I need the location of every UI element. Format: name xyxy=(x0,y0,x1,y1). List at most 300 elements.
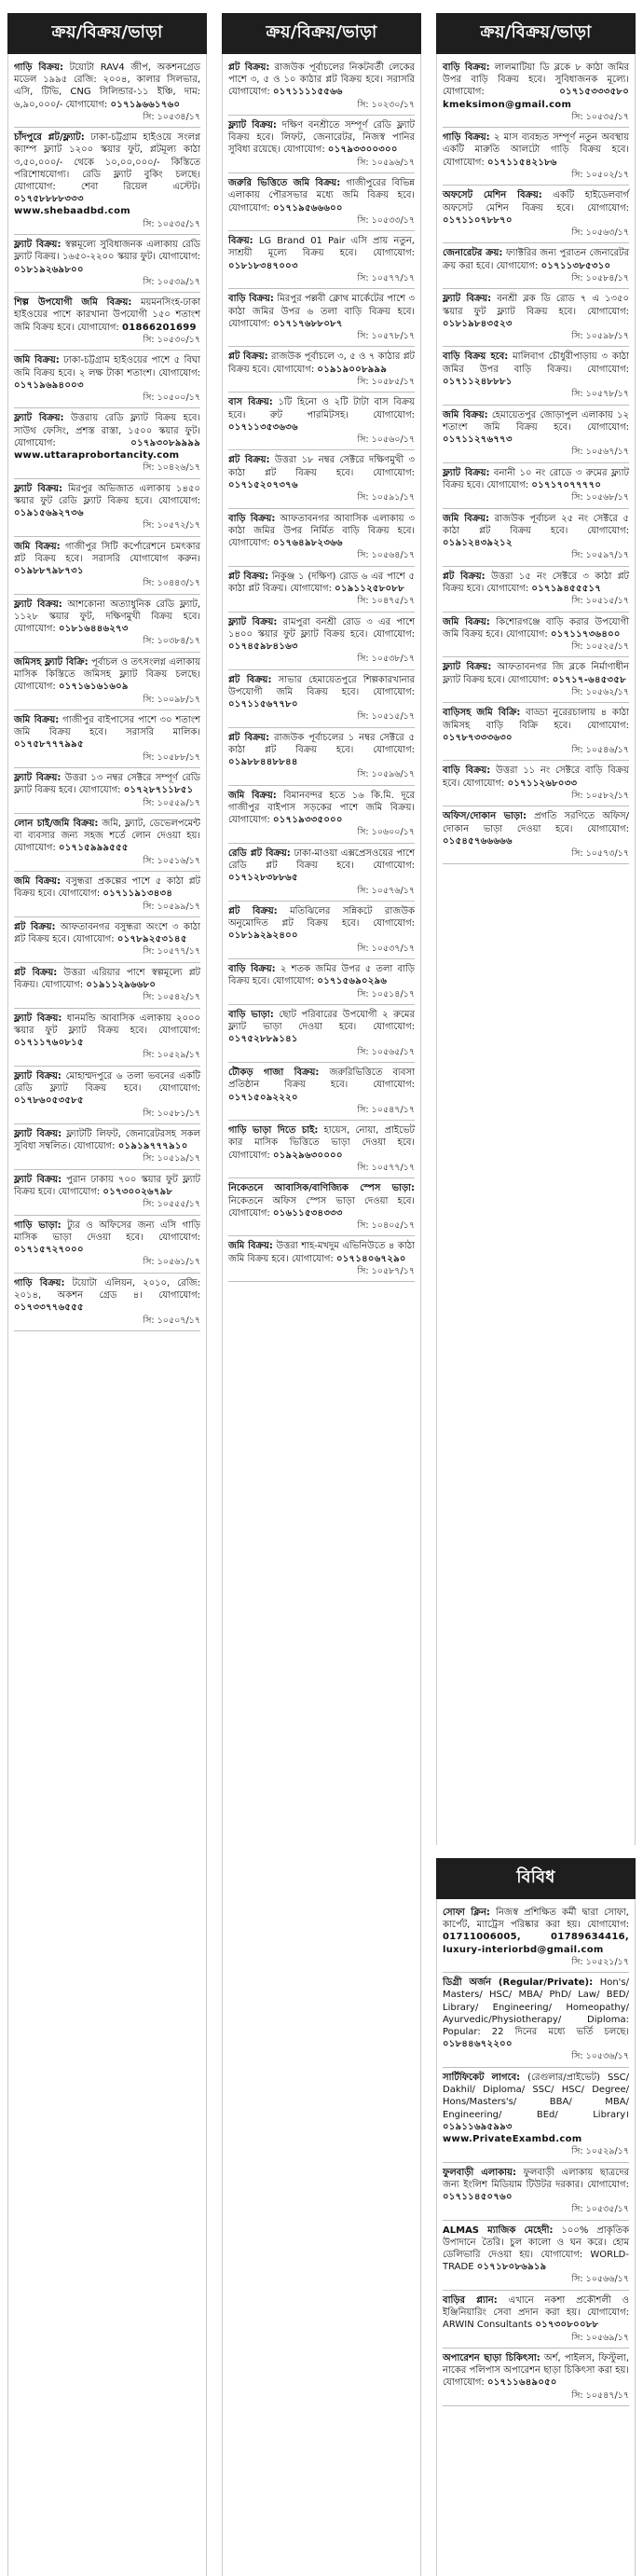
classified-ad xyxy=(14,963,200,1009)
classified-ad xyxy=(14,595,200,653)
ad-text xyxy=(228,905,415,943)
ad-list-misc xyxy=(436,1899,636,2576)
ad-reference-code: সি: ১০৫৫৫/১৭ xyxy=(143,1199,200,1210)
ad-contact-number: ০১৭৮৯২৫৩১৪৫ xyxy=(116,934,187,945)
ad-title: বাড়ি বিক্রয়: xyxy=(228,964,276,975)
ad-reference-code: সি: ১০৫৬১/১৭ xyxy=(143,1257,200,1268)
ad-contact-number: ০১৮১৯২৯২৪০০ xyxy=(228,930,298,942)
ad-reference-code: সি: ১০৫৬৪/১৭ xyxy=(357,550,415,561)
ad-title: শিল্প উপযোগী জমি বিক্রয়: xyxy=(14,297,132,309)
ad-contact-number: ০১৭১৪০৬৭২৯০ xyxy=(335,1253,406,1264)
ad-text xyxy=(14,354,200,392)
ad-contact-number: ০১৭১১১১৫৫৬৬ xyxy=(272,87,343,98)
ad-description: ছোট পরিবারের উপযোগী ২ রুমের ফ্ল্যাট ভাড়া দেওয়া হবে। যোগাযোগ: xyxy=(228,1010,415,1033)
classified-ad xyxy=(14,537,200,595)
ad-description: ২ শতক জমির উপর ৫ তলা বাড়ি বিক্রয় হবে। যোগাযোগ: xyxy=(228,964,416,987)
classified-ad xyxy=(228,173,415,231)
ad-description: উত্তরা শাহ-মখদুম এভিনিউতে ৪ কাঠা জমি বিক্রয় হবে। যোগাযোগ: xyxy=(228,1241,415,1264)
ad-text xyxy=(228,790,415,827)
classified-ad xyxy=(228,728,415,786)
ad-contact-number: ০১৭২৮৭১১৮৫১ xyxy=(123,785,194,796)
classified-ad xyxy=(14,1009,200,1067)
classified-ad xyxy=(14,1274,200,1331)
ad-title: বাড়িসহ জমি বিক্রি: xyxy=(443,708,521,719)
ad-text xyxy=(14,818,200,855)
ad-description: কিশোরগঞ্জে বাড়ি করার উপযোগী জমি বিক্রয় হবে। যোগাযোগ: xyxy=(443,616,629,640)
classified-ad xyxy=(228,347,415,393)
ad-title: ফ্ল্যাট বিক্রয়: xyxy=(14,413,64,424)
ad-text xyxy=(228,62,415,99)
ad-title: প্লট বিক্রয়: xyxy=(228,906,278,917)
ad-text xyxy=(228,1067,415,1104)
ad-text xyxy=(228,119,415,157)
classified-ad xyxy=(443,186,629,243)
classified-ad xyxy=(228,231,415,289)
ad-description: অর্শ, পাইলস, ফিস্টুলা, নাকের পলিপাস অপারেশন ছাড়া চিকিৎসা করা হয়। যোগাযোগ: xyxy=(443,2353,629,2389)
ad-text xyxy=(14,483,200,520)
ad-contact-number: ০১৯১১৬৯৫৯৯৩ www.PrivateExambd.com xyxy=(443,2121,582,2144)
ad-contact-number: ০১৭১১০৭৮৮৭০ xyxy=(443,214,513,226)
ad-reference-code: সি: ১০৫৩৩/১৭ xyxy=(357,214,415,226)
classified-ad xyxy=(14,351,200,408)
ad-reference-code: সি: ১০৫০৭/১৭ xyxy=(143,1315,200,1326)
ad-reference-code: সি: ১০৫৬৭/১৭ xyxy=(571,447,629,458)
ad-contact-number: ০১৮১৬৪৪৬২৭৩ xyxy=(58,624,129,635)
ad-reference-code: সি: ১০৫৮৭/১৭ xyxy=(357,1265,415,1276)
classified-ad xyxy=(443,2291,629,2349)
ad-contact-number: ০১৭৫২৮৮৯১৪১ xyxy=(228,1034,298,1045)
ad-title: ফুলবাড়ী এলাকায়: xyxy=(443,2167,516,2178)
ad-text xyxy=(228,351,415,375)
ad-description: দক্ষিণ বনশ্রীতে সম্পূর্ণ রেডি ফ্ল্যাট বিক্রয় হবে। লিফট, জেনারেটর, নিজস্ব পানির সুবিধা রয়েছে। যোগাযোগ: xyxy=(228,120,415,156)
ad-contact-number: ০১৯১১২৯৬৬৮০ xyxy=(86,980,157,991)
classified-ad xyxy=(443,406,629,463)
classified-ad xyxy=(14,814,200,872)
column-3-bottom xyxy=(436,1858,636,2576)
ad-reference-code: সি: ১০৫৪৬/১৭ xyxy=(571,744,629,755)
ad-contact-number: ০১৭১৯৩৩৫০০০ xyxy=(272,815,343,826)
ad-contact-number: ০১৭১১৩৫৩৬৩৬ xyxy=(228,421,298,433)
ad-reference-code: সি: ১০৫৬৫/১৭ xyxy=(357,1046,415,1057)
ad-title: জমি বিক্রয়: xyxy=(443,616,490,627)
ad-title: জরুরি ভিত্তিতে জমি বিক্রয়: xyxy=(228,178,341,189)
classified-ad xyxy=(443,509,629,567)
ad-description: পুরান ঢাকায় ৭০০ স্কয়ার ফুট ফ্ল্যাট বিক্রয় হবে। যোগাযোগ: xyxy=(14,1174,200,1198)
ad-title: ফ্ল্যাট বিক্রয়: xyxy=(14,1012,62,1024)
ad-description: হেমায়েতপুর জোড়াপুল এলাকায় ১২ শতাংশ জমি বিক্রয় হবে। যোগাযোগ: xyxy=(443,409,629,433)
ad-reference-code: সি: ১০৫৩৬/১৭ xyxy=(571,2051,629,2062)
ad-title: প্লট বিক্রয়: xyxy=(228,571,269,582)
ad-title: ডিগ্রী অর্জন (Regular/Private): xyxy=(443,1977,594,1989)
ad-list-1 xyxy=(7,54,207,2576)
classified-ad xyxy=(14,408,200,478)
ad-description: নিকুঞ্জ ১ (দক্ষিণ) রোড ৬ এর পাশে ৫ কাঠা প্লট বিক্রয়। যোগাযোগ: xyxy=(228,571,415,594)
ad-text xyxy=(14,1070,200,1108)
ad-title: চাঁদপুরে প্লট/ফ্ল্যাট: xyxy=(14,132,85,144)
ad-contact-number: ০১৭৫৮৮৮৮৩৩৩ www.shebaadbd.com xyxy=(14,194,130,217)
ad-contact-number: ০১৭১১৪৫০৭৬০ xyxy=(443,2191,513,2202)
classified-ad xyxy=(228,58,415,116)
ad-contact-number: ০১৭১৫৬৯০২৯৬ xyxy=(317,976,388,987)
ad-contact-number: ০১৭১১৭৬০৮১৫ xyxy=(14,1038,84,1049)
ad-description: উত্তরা ১৩ নম্বর সেক্টরে সম্পূর্ণ রেডি ফ্ল্যাট বিক্রয় হবে। যোগাযোগ: xyxy=(14,773,201,796)
ad-description: উত্তরা ১১ নং সেক্টরে বাড়ি বিক্রয় হবে। যোগাযোগ: xyxy=(443,765,629,789)
ad-description: একটি হাইডেলবার্গ অফসেট মেশিন বিক্রয় হবে। যোগাযোগ: xyxy=(443,190,629,214)
classified-ad xyxy=(14,58,200,128)
ad-description: ফ্ল্যাটটি লিফট, জেনারেটরসহ সকল সুবিধা সম্বলিত। যোগাযোগ: xyxy=(14,1129,200,1152)
ad-reference-code: সি: ১০৫২৯/১৭ xyxy=(143,1050,200,1061)
ad-text xyxy=(443,293,629,330)
ad-description: রাজউক পূর্বাচল ২৫ নং সেক্টরে ৫ কাঠা প্লট বিক্রয় হবে। যোগাযোগ: xyxy=(443,513,629,536)
ad-reference-code: সি: ১০৫৯৬/১৭ xyxy=(357,157,415,168)
ad-title: গাড়ি ভাড়া দিতে চাই: xyxy=(228,1125,319,1136)
ad-text xyxy=(443,810,629,847)
ad-contact-number: ০১৯১৯০০৮৯৯৯ xyxy=(317,364,388,375)
ad-reference-code: সি: ১০৫১৪/১৭ xyxy=(357,988,415,999)
ad-title: নিকেতনে আবাসিক/বাণিজ্যিক স্পেস ভাড়া: xyxy=(228,1183,415,1194)
ad-description: বিমানবন্দর হতে ১৬ কি.মি. দূরে গাজীপুর বাইপাস সড়কের পাশে জমি বিক্রয়। যোগাযোগ: xyxy=(228,790,415,826)
ad-description: গাজীপুরের বিভিন্ন এলাকায় পৌরসভার মধ্যে জমি বিক্রয় হবে। যোগাযোগ: xyxy=(228,178,416,214)
ad-reference-code: সি: ১০৫৩৮/১৭ xyxy=(357,654,415,665)
classified-ad xyxy=(14,917,200,963)
ad-contact-number: ০১৭১৫৩৩৩৫৮০ kmeksimon@gmail.com xyxy=(443,87,629,110)
classified-ad xyxy=(228,902,415,959)
ad-reference-code: সি: ১০৫৩৯/১৭ xyxy=(143,276,200,287)
ad-reference-code: সি: ১০৫৩৭/১৭ xyxy=(357,943,415,954)
ad-contact-number: ০১৭১৭-৬৪৫৩৫৮ xyxy=(552,674,626,685)
ad-title: প্লট বিক্রয়: xyxy=(228,351,268,363)
ad-reference-code: সি: ১০৫০০/১৭ xyxy=(143,392,200,403)
ad-reference-code: সি: ১০৫৩৫/১৭ xyxy=(143,218,200,229)
ad-reference-code: সি: ১০৩৮৪/১৭ xyxy=(143,636,200,647)
classified-ad xyxy=(443,761,629,806)
ad-reference-code: সি: ১০৪৪৩/১৭ xyxy=(143,578,200,589)
ad-reference-code: সি: ১০০৯৮/১৭ xyxy=(143,694,200,705)
ad-contact-number: ০১৭১৫৭২৭০০০ xyxy=(14,1245,84,1256)
classified-ad xyxy=(14,293,200,351)
ad-title: গাড়ি বিক্রয়: xyxy=(443,132,490,144)
ad-list-3 xyxy=(436,54,636,1845)
ad-title: প্লট বিক্রয়: xyxy=(228,62,270,73)
ad-reference-code: সি: ১০৫১৬/১৭ xyxy=(143,855,200,866)
ad-reference-code: সি: ১০৫৭৬/১৭ xyxy=(357,885,415,896)
ad-text xyxy=(14,1277,200,1315)
ad-description: মিরপুর পল্লবী ক্লোথ মার্কেটের পাশে ৩ কাঠা জমির উপর ৬ তলা বাড়ি বিক্রয় হবে। যোগাযোগ: xyxy=(228,294,415,329)
ad-text xyxy=(228,293,415,330)
ad-title: ফ্ল্যাট বিক্রয়: xyxy=(443,662,492,673)
ad-description: সাভার হেমায়েতপুরে শিল্পকারখানার উপযোগী জমি বিক্রয় হবে। যোগাযোগ: xyxy=(228,674,416,697)
ad-reference-code: সি: ১০৫৮১/১৭ xyxy=(143,1108,200,1119)
ad-text xyxy=(14,875,200,900)
ad-title: সোফা ক্লিন: xyxy=(443,1908,490,1918)
ad-title: বাড়ির প্ল্যান: xyxy=(443,2294,498,2306)
ad-reference-code: সি: ১০৫৯৯/১৭ xyxy=(143,901,200,912)
classified-ad xyxy=(14,768,200,814)
ad-description: ঢাকা-মাওয়া এক্সপ্রেসওয়ের পাশে রেডি প্লট বিক্রয় হবে। যোগাযোগ: xyxy=(228,847,415,872)
ad-text xyxy=(443,351,629,388)
ad-contact-number: ০১৭১৮০৮৬৯১৯ xyxy=(476,2262,547,2273)
ad-reference-code: সি: ১০৫২১/১৭ xyxy=(571,1956,629,1967)
ad-text xyxy=(443,189,629,227)
ad-reference-code: সি: ১০৫৪৭/১৭ xyxy=(571,2390,629,2401)
ad-title: জমি বিক্রয়: xyxy=(228,1241,273,1252)
ad-title: গাড়ি বিক্রয়: xyxy=(14,62,63,73)
ad-contact-number: ০১৭১১৩৮৫৩১০ xyxy=(540,260,611,271)
ad-reference-code: সি: ১০৫৭৭/১৭ xyxy=(357,272,415,283)
ad-text xyxy=(14,1012,200,1050)
ad-description: রাজউক পূর্বাচলের নিকটবর্তী লেকের পাশে ৩, ৫ ও ১০ কাঠার প্লট বিক্রয় হবে। সরাসরি যোগাযোগ: xyxy=(228,62,416,98)
ad-contact-number: ০১৭৯৩০৮৯৯৯৯ www.uttaraprobortancity.com xyxy=(14,437,200,461)
classified-ad xyxy=(228,786,415,844)
ad-text xyxy=(14,656,200,694)
ad-reference-code: সি: ১০৪২৬/১৭ xyxy=(143,462,200,474)
ad-title: গাড়ি বিক্রয়: xyxy=(14,1277,65,1288)
ad-title: ফ্ল্যাট বিক্রয়: xyxy=(443,294,492,305)
ad-text xyxy=(228,177,415,214)
ad-description: ময়মনসিংহ-ঢাকা হাইওয়ের পাশে কারখানা উপযোগী ১৫০ শতাংশ জমি বিক্রয় হবে। যোগাযোগ: xyxy=(14,297,200,333)
ad-description: মতিঝিলের সন্নিকটে রাজউক অনুমোদিত প্লট বিক্রয় হবে। যোগাযোগ: xyxy=(228,906,415,930)
ad-text xyxy=(14,62,200,111)
ad-title: প্লট বিক্রয়: xyxy=(14,967,58,978)
ad-contact-number: ০১৭১১২৬৮০৩৩ xyxy=(507,778,578,789)
ad-description: আফতাবনগর আবাসিক এলাকায় ৩ কাঠা জমির উপর নির্মিত বাড়ি বিক্রয় হবে। যোগাযোগ: xyxy=(228,513,416,548)
ad-reference-code: সি: ১০৫৬০/১৭ xyxy=(357,434,415,445)
ad-text xyxy=(14,1128,200,1152)
ad-reference-code: সি: ১০৫৭৩/১৭ xyxy=(571,847,629,859)
ad-contact-number: ০১৭১৬১৬১৬০৯ xyxy=(58,682,129,693)
ad-contact-number: ০১৭১৯৬৬১৭৬০ xyxy=(110,99,181,110)
ad-title: ফ্ল্যাট বিক্রয়: xyxy=(443,467,490,478)
ad-title: প্লট বিক্রয়: xyxy=(443,571,486,582)
ad-description: টয়োটা RAV4 জীপ, অকশনগ্রেড মডেল ১৯৯৫ রেজি: ২০০৪, কালার সিলভার, এসি, টিভি, CNG সিলিন্ডার-১১ ইঞ্চি, দাম: ৬,৯০,০০০/- যোগাযোগ: xyxy=(14,62,200,110)
ad-contact-number: ০১৭১৯৫৬৬৬০০ xyxy=(272,202,343,214)
ad-title: বিক্রয়: xyxy=(228,236,253,247)
ad-description: রামপুরা বনশ্রী রোড ৩ এর পাশে ১৪০০ স্কয়ার ফুট ফ্ল্যাট বিক্রয় হবে। যোগাযোগ: xyxy=(228,616,416,640)
section-gap xyxy=(436,1845,636,1858)
ad-title: প্লট বিক্রয়: xyxy=(228,455,270,466)
ad-reference-code: সি: ১০৫৭৭/১৭ xyxy=(357,1162,415,1173)
classified-ad xyxy=(443,567,629,613)
classified-ad xyxy=(228,1236,415,1282)
ad-title: গাড়ি ভাড়া: xyxy=(14,1219,62,1231)
classified-ad xyxy=(443,657,629,703)
classified-ad xyxy=(228,567,415,613)
ad-text xyxy=(14,967,200,991)
classified-ad xyxy=(443,2349,629,2406)
classified-ad xyxy=(443,2221,629,2291)
classified-ad xyxy=(228,116,415,173)
ad-title: অফিস/দোকান ভাড়া: xyxy=(443,811,527,822)
ad-title: বাড়ি বিক্রয়: xyxy=(443,62,490,73)
ad-reference-code: সি: ১০৫৭৮/১৭ xyxy=(571,389,629,400)
ad-text xyxy=(228,513,415,550)
ad-title: বাড়ি ভাড়া: xyxy=(228,1010,274,1021)
classified-ad xyxy=(14,653,200,710)
ad-text xyxy=(14,296,200,334)
classified-ad xyxy=(228,450,415,508)
ad-title: জেনারেটর ক্রয়: xyxy=(443,248,503,259)
ad-description: বনশ্রী ব্লক ডি রোড ৭ এ ১৩৫০ স্কয়ার ফুট ফ্ল্যাট বিক্রয় হবে। যোগাযোগ: xyxy=(443,294,629,317)
ad-reference-code: সি: ১০৫৯৬/১৭ xyxy=(357,769,415,780)
ad-reference-code: সি: ১০৫৩৫/১৭ xyxy=(571,111,629,122)
ad-description: লালমাটিয়া ডি ব্লকে ৮ কাঠা জমির উপর বাড়ি বিক্রয় হবে। সুবিধাজনক মূল্যে। যোগাযোগ: xyxy=(443,62,629,98)
ad-text xyxy=(228,674,415,711)
ad-contact-number: ০১৭১৭৬৮৮০৮৭ xyxy=(272,318,343,329)
classified-ad xyxy=(443,58,629,128)
ad-text xyxy=(443,1977,629,2050)
ad-text xyxy=(443,2167,629,2204)
classified-ad xyxy=(443,289,629,347)
ad-reference-code: সি: ১০৫৯৮/১৭ xyxy=(571,330,629,341)
ad-text xyxy=(14,1174,200,1198)
classified-ad xyxy=(14,235,200,293)
ad-description: Hon's/ Masters/ HSC/ MBA/ PhD/ Law/ BED/ Library/ Engineering/ Homeopathy/ Ayurvedic/Physiotherapy/ Diploma: Popular: 22 দিনের মধ্যে ভর্তি চলছে। xyxy=(443,1977,629,2038)
ad-text xyxy=(228,235,415,272)
ad-reference-code: সি: ১০৫৯৭/১৭ xyxy=(571,550,629,561)
ad-description: ২ মাস ব্যবহৃত সম্পূর্ণ নতুন অবস্থায় একটি মারুতি আলটো গাড়ি বিক্রয় হবে। যোগাযোগ: xyxy=(443,132,629,168)
ad-description: ফুলবাড়ী এলাকায় ছাত্রদের জন্য ইংলিশ মিডিয়াম টিউটর দরকার। যোগাযোগ: xyxy=(443,2167,630,2190)
ad-description: জমি, ফ্ল্যাট, ডেভেলপমেন্ট বা ব্যবসার জন্য সহজ শর্তে লোন দেওয়া হয়। যোগাযোগ: xyxy=(14,819,200,854)
ad-text xyxy=(443,247,629,271)
classified-ad xyxy=(443,243,629,289)
ad-contact-number: 01711006005, 01789634416, luxury-interiorbd@gmail.com xyxy=(443,1932,629,1955)
ad-title: প্লট বিক্রয়: xyxy=(228,674,272,685)
classified-ad xyxy=(443,2163,629,2221)
ad-description: উত্তরা এরিয়ার পাশে স্বল্পমূল্যে প্লট বিক্রয়। যোগাযোগ: xyxy=(14,967,201,991)
classified-ad xyxy=(228,844,415,902)
ad-contact-number: ০১৭১৯৬৯৪০০৩ xyxy=(14,379,84,391)
ad-contact-number: ০১৮১৯২৬৯৮০০ xyxy=(14,264,84,275)
ad-title: জমি বিক্রয়: xyxy=(14,541,61,552)
ad-text xyxy=(443,571,629,595)
ad-description: আফতাবনগর বসুন্ধরা অংশে ৩ কাঠা প্লট বিক্রয় হবে। যোগাযোগ: xyxy=(14,922,200,945)
ad-reference-code: সি: ১০৫১৫/১৭ xyxy=(571,596,629,607)
ad-text xyxy=(443,2294,629,2332)
ad-reference-code: সি: ১০৫৫৯/১৭ xyxy=(143,797,200,808)
ad-text xyxy=(443,661,629,685)
classified-ad xyxy=(443,2068,629,2163)
ad-title: বাড়ি বিক্রয়: xyxy=(228,294,274,305)
classified-ad xyxy=(228,959,415,1005)
ad-title: ফ্ল্যাট বিক্রয়: xyxy=(228,120,277,131)
classified-ad xyxy=(14,128,200,235)
ad-contact-number: ০১৭১১২৪৮৮৮১ xyxy=(443,376,513,387)
ad-reference-code: সি: ১০৫৬২/১৭ xyxy=(571,686,629,697)
ad-title: বাড়ি বিক্রয়: xyxy=(228,513,276,524)
ad-text xyxy=(14,714,200,751)
ad-text xyxy=(228,571,415,595)
classified-ad xyxy=(14,1170,200,1216)
ad-title: ফ্ল্যাট বিক্রয়: xyxy=(14,1129,62,1140)
classified-ad xyxy=(228,613,415,670)
classified-ad xyxy=(14,1067,200,1124)
ad-contact-number: ০১৯১১২৫৮০৮৮ xyxy=(335,583,404,594)
ad-text xyxy=(228,1009,415,1046)
ad-title: জমি বিক্রয়: xyxy=(443,409,488,420)
ad-reference-code: সি: ১০৫২৫/১৭ xyxy=(571,641,629,652)
ad-title: জমি বিক্রয়: xyxy=(443,513,489,524)
ad-title: সার্টিফিকেট লাগবে: xyxy=(443,2072,521,2083)
ad-contact-number: ০১৯২৯৬৩০০০০ xyxy=(272,1150,343,1161)
classified-ad xyxy=(14,1124,200,1170)
ad-title: লোন চাই/জমি বিক্রয়: xyxy=(14,819,99,830)
classified-ad xyxy=(14,710,200,768)
ad-title: অপারেশন ছাড়া চিকিৎসা: xyxy=(443,2353,540,2364)
ad-description: ১টি হিনো ও ২টি টাটা বাস বিক্রয় হবে। রুট পারমিটসহ। যোগাযোগ: xyxy=(228,397,416,420)
ad-text xyxy=(443,62,629,111)
ad-description: মালিবাগ চৌধুরীপাড়ায় ৩ কাঠা জমির উপর বাড়ি বিক্রয়। যোগাযোগ: xyxy=(443,351,629,375)
ad-description: রাজউক পূর্বাচলের ১ নম্বর সেক্টরে ৫ কাঠা প্লট বিক্রয় হবে। যোগাযোগ: xyxy=(228,732,415,755)
ad-text xyxy=(443,707,629,744)
ad-reference-code: সি: ১০৫৩০/১৭ xyxy=(143,334,200,345)
ad-description: হায়েস, নোয়া, প্রাইভেট কার মাসিক ভিত্তিতে ভাড়া দেওয়া হবে। যোগাযোগ: xyxy=(228,1125,415,1161)
section-header-1: ক্রয়/বিক্রয়/ভাড়া xyxy=(7,13,207,54)
ad-contact-number: ০১৭১১৬৪৯০৫০ xyxy=(486,2377,557,2389)
ad-title: জমিসহ ফ্ল্যাট বিক্রি: xyxy=(14,656,89,668)
ad-reference-code: সি: ১০৫৩৪/১৭ xyxy=(143,111,200,122)
ad-contact-number: ০১৭১৭০৭৭৭৭০ xyxy=(531,479,602,490)
ad-reference-code: সি: ১০৫৭২/১৭ xyxy=(143,520,200,531)
ad-description: পূর্বাচল ও তৎসংলগ্ন এলাকায় মাসিক কিস্তিতে জমিসহ ফ্ল্যাট বিক্রয় চলছে। যোগাযোগ: xyxy=(14,656,201,693)
ad-contact-number: ০১৭৯৩৩০০৩০০ xyxy=(327,145,398,156)
ad-description: উত্তরা ১৮ নম্বর সেক্টরে দক্ষিণমুখী ৩ কাঠা প্লট বিক্রয় হবে। যোগাযোগ: xyxy=(228,455,415,478)
ad-contact-number: ০১৮১৮৩৪৭০০৩ xyxy=(228,260,298,271)
ad-title: জমি বিক্রয়: xyxy=(228,790,277,801)
ad-contact-number: ০১৮১৯৮৪৩৫২৩ xyxy=(443,318,513,329)
ad-text xyxy=(443,616,629,641)
classified-ad xyxy=(443,463,629,509)
ad-contact-number: ০১৭১১২৭৬৭৭৩ xyxy=(443,434,513,445)
ad-reference-code: সি: ১০৫২৯/১৭ xyxy=(571,2146,629,2157)
ad-text xyxy=(443,2225,629,2274)
ad-text xyxy=(228,732,415,769)
ad-title: ফ্ল্যাট বিক্রয়: xyxy=(14,773,62,784)
ad-reference-code: সি: ১০৫৮২/১৭ xyxy=(571,790,629,801)
ad-text xyxy=(228,1182,415,1219)
ad-contact-number: ০১৭১৫৯৯৯৫৫৫ xyxy=(58,843,129,854)
ad-contact-number: 01866201699 xyxy=(121,322,197,333)
ad-reference-code: সি: ১০৫৯১/১৭ xyxy=(357,492,415,503)
ad-contact-number: ০১৯১২৪৩৯২১২ xyxy=(443,537,513,548)
ad-contact-number: ০১৯৮৮৪৪৮৮৪৪ xyxy=(228,757,298,768)
classified-ad xyxy=(228,509,415,567)
ad-contact-number: ০১৭১৯৪৫৫৫১৭ xyxy=(531,583,602,594)
classified-ad xyxy=(14,479,200,537)
ad-title: প্লট বিক্রয়: xyxy=(14,922,56,933)
ad-text xyxy=(228,1124,415,1162)
ad-contact-number: ০১৭১১৯১৩৪৩৪ xyxy=(103,889,173,900)
ad-title: বাস বিক্রয়: xyxy=(228,397,273,408)
ad-contact-number: ০১৭১৫০৯২২২০ xyxy=(228,1092,298,1103)
ad-text xyxy=(443,1907,629,1956)
ad-text xyxy=(228,847,415,885)
ad-reference-code: সি: ১০৫৬৮/১৭ xyxy=(571,492,629,503)
ad-description: স্বল্পমূল্যে সুবিধাজনক এলাকায় রেডি ফ্ল্যাট বিক্রয়। ১৬৫০-২২০০ স্কয়ার ফুট। যোগাযোগ: xyxy=(14,240,200,263)
classified-ad xyxy=(228,1005,415,1063)
ad-description: মোহাম্মদপুরে ৬ তলা ভবনের একটি রেডি ফ্ল্যাট বিক্রয় হবে। যোগাযোগ: xyxy=(14,1070,200,1095)
classified-ad xyxy=(443,128,629,186)
ad-description: ট্যুর ও অফিসের জন্য এসি গাড়ি মাসিক ভাড়া দেওয়া হবে। যোগাযোগ: xyxy=(14,1219,200,1244)
classified-ad xyxy=(443,613,629,658)
classified-ad xyxy=(228,1178,415,1236)
ad-reference-code: সি: ১০৫৬৩/১৭ xyxy=(571,227,629,238)
ad-reference-code: সি: ১০৫৮৪/১৭ xyxy=(571,272,629,283)
ad-reference-code: সি: ১০৫৬৬/১৭ xyxy=(571,2274,629,2285)
ad-reference-code: সি: ১০৫৭৭/১৭ xyxy=(143,946,200,957)
ad-reference-code: সি: ১০৫০২/১৭ xyxy=(571,169,629,180)
ad-title: বাড়ি বিক্রয়: xyxy=(443,765,491,777)
ad-title: বাড়ি বিক্রয় হবে: xyxy=(443,351,509,363)
